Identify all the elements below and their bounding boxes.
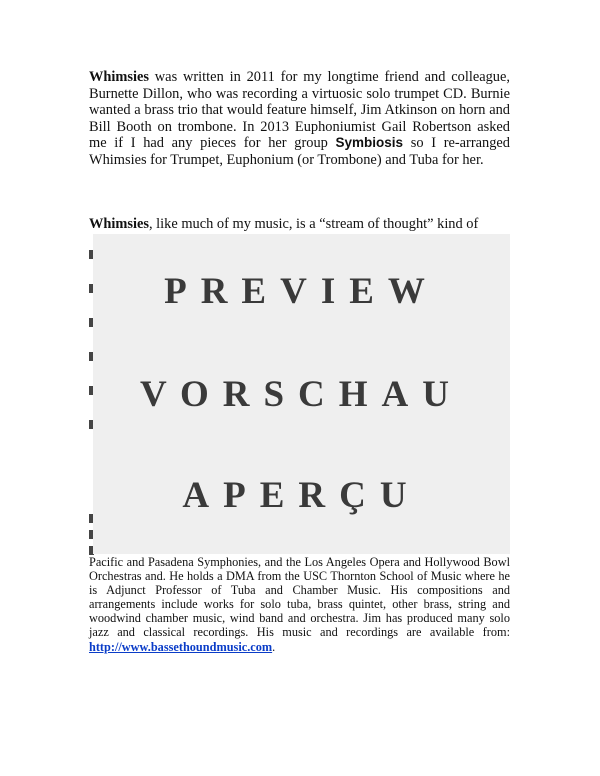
preview-watermark-overlay [93,234,510,554]
watermark-preview: PREVIEW [164,271,439,312]
bio-paragraph [89,555,510,654]
intro-text-a: was written in 2011 for my longtime friend and colleague, Burnette Dillon, who was recording a virtuosic solo trumpet CD. Burnie wanted a brass trio that would feature himself, Jim Atkinson on horn and Bill Booth on trombone. In 2013 Euphoniumist Gail Robertson asked me if I had any pieces for her group [89,69,510,152]
group-name: Symbiosis [335,135,404,151]
description-paragraph [89,216,510,233]
watermark-vorschau: VORSCHAU [140,374,463,415]
website-link[interactable]: http://www.bassethoundmusic.com [89,639,273,654]
intro-paragraph [89,69,510,169]
bio-end: . [272,639,276,654]
intro-text-b: so I re-arranged Whimsies for Trumpet, Euphonium (or Trombone) and Tuba for her. [89,135,510,168]
watermark-apercu: APERÇU [182,475,421,516]
bio-text: Pacific and Pasadena Symphonies, and the Los Angeles Opera and Hollywood Bowl Orchestras and. He holds a DMA from the USC Thornton School of Music where he is Adjunct Professor of Tuba and Chamber Music. His compositions and arrangements include works for solo tuba, brass quintet, other brass, string and woodwind chamber music, wind band and orchestra. Jim has produced many solo jazz and classical recordings. His music and recordings are available from: [89,555,510,640]
piece-title: Whimsies [89,69,149,85]
piece-title-2: Whimsies [89,216,149,232]
description-text: , like much of my music, is a “stream of thought” kind of [148,216,479,232]
